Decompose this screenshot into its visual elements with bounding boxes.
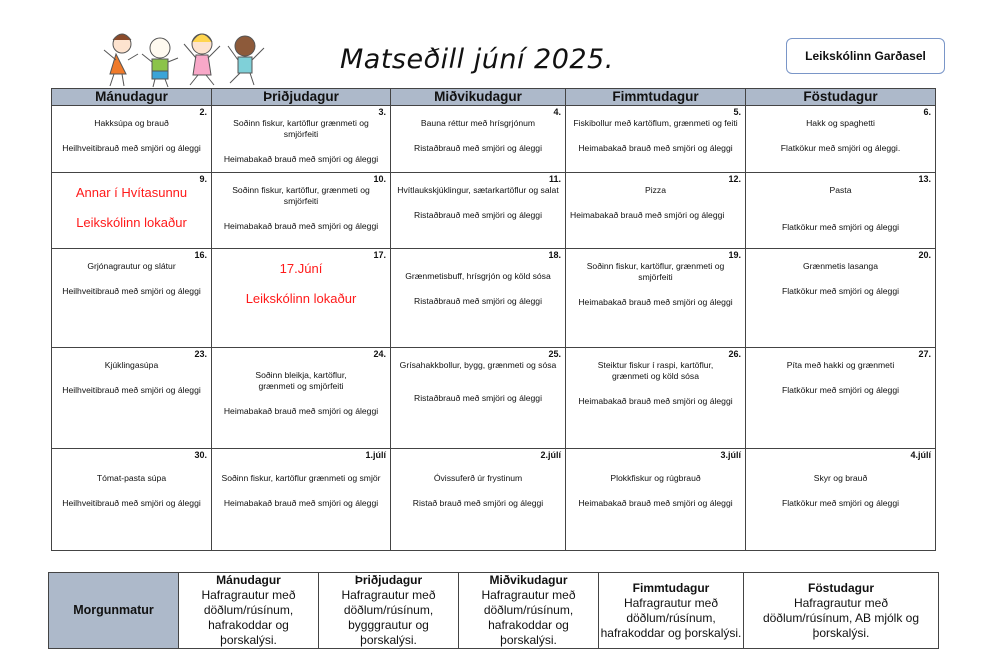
breakfast-cell [744, 573, 939, 649]
breakfast-line: döðlum/rúsínum, [343, 603, 434, 617]
menu-cell [52, 106, 212, 173]
bread-item: Flatkökur með smjöri og áleggi. [780, 143, 901, 153]
week-row [52, 449, 936, 551]
date-label: 23. [194, 349, 207, 359]
breakfast-line: hafrakoddar og þorskalýsi. [208, 618, 289, 647]
main-dish: Fiskibollur með kartöflum, grænmeti og feiti [573, 118, 738, 128]
main-dish: Soðinn fiskur, kartöflur, grænmeti og smjörfeiti [586, 261, 725, 282]
bread-item: Ristaðbrauð með smjöri og áleggi [413, 296, 543, 306]
main-dish: Soðinn fiskur, kartöflur grænmeti og smjörfeiti [233, 118, 369, 139]
menu-cell [746, 449, 936, 551]
bread-item: Heilhveitibrauð með smjöri og áleggi [62, 286, 201, 296]
bread-item: Heimabakað brauð með smjöri og áleggi [570, 210, 725, 220]
date-label: 24. [373, 349, 386, 359]
date-label: 18. [548, 250, 561, 260]
day-header-row [52, 89, 936, 106]
bread-item: Heimabakað brauð með smjöri og áleggi [578, 143, 733, 153]
breakfast-line: döðlum/rúsínum, [483, 603, 574, 617]
breakfast-day: Þriðjudagur [354, 573, 423, 587]
main-dish: Steiktur fiskur í raspi, kartöflur, grænmeti og köld sósa [597, 360, 714, 381]
main-dish: Píta með hakki og grænmeti [786, 360, 895, 370]
main-dish: Pasta [829, 185, 852, 195]
holiday-label: Annar í Hvítasunnu [75, 185, 188, 200]
main-dish: Plokkfiskur og rúgbrauð [610, 473, 701, 483]
menu-cell [566, 348, 746, 449]
main-dish: Pizza [644, 185, 666, 195]
date-label: 16. [194, 250, 207, 260]
week-row [52, 348, 936, 449]
menu-cell [52, 449, 212, 551]
menu-cell-closed [52, 173, 212, 249]
breakfast-line: Hafragrautur með [623, 595, 719, 610]
main-dish: Hvítlaukskjúklingur, sætarkartöflur og salat [397, 185, 559, 195]
school-name-box: Leikskólinn Garðasel [786, 38, 945, 74]
bread-item: Heimabakað brauð með smjöri og áleggi [223, 154, 379, 164]
bread-item: Flatkökur með smjöri og áleggi [781, 222, 900, 232]
date-label: 19. [728, 250, 741, 260]
breakfast-day: Föstudagur [808, 580, 874, 595]
breakfast-line: Hafragrautur með [201, 588, 296, 602]
holiday-label: 17.Júní [279, 261, 323, 276]
menu-cell [212, 348, 391, 449]
main-dish: Soðinn bleikja, kartöflur, grænmeti og smjörfeiti [255, 370, 347, 391]
menu-cell [212, 449, 391, 551]
date-label: 13. [918, 174, 931, 184]
main-dish: Grænmetis lasanga [803, 261, 878, 271]
breakfast-line: Hafragrautur með [341, 588, 436, 602]
breakfast-line: hafrakoddar og þorskalýsi. [600, 625, 742, 640]
main-dish: Skyr og brauð [813, 473, 868, 483]
menu-cell [212, 106, 391, 173]
menu-cell [212, 173, 391, 249]
date-label: 3. [378, 107, 386, 117]
menu-cell [391, 249, 566, 348]
breakfast-cell [459, 573, 599, 649]
menu-cell [746, 106, 936, 173]
menu-cell [52, 348, 212, 449]
date-label: 2.júlí [540, 450, 561, 460]
menu-cell-closed [212, 249, 391, 348]
breakfast-line: hafrakoddar og þorskalýsi. [488, 618, 569, 647]
day-header: Miðvikudagur [391, 89, 566, 106]
menu-cell [746, 249, 936, 348]
bread-item: Ristaðbrauð með smjöri og áleggi [413, 393, 543, 403]
closed-notice: Leikskólinn lokaður [245, 291, 357, 306]
menu-cell [52, 249, 212, 348]
menu-cell [566, 249, 746, 348]
breakfast-row [49, 573, 939, 649]
date-label: 20. [918, 250, 931, 260]
breakfast-day: Miðvikudagur [489, 573, 568, 587]
bread-item: Heimabakað brauð með smjöri og áleggi [223, 406, 379, 416]
bread-item: Ristað brauð með smjöri og áleggi [412, 498, 544, 508]
breakfast-line: Hafragrautur með [793, 595, 889, 610]
date-label: 10. [373, 174, 386, 184]
bread-item: Heimabakað brauð með smjöri og áleggi [223, 221, 379, 231]
bread-item: Heilhveitibrauð með smjöri og áleggi [62, 385, 201, 395]
bread-item: Heimabakað brauð með smjöri og áleggi [578, 498, 733, 508]
date-label: 3.júlí [720, 450, 741, 460]
breakfast-line: döðlum/rúsínum, [203, 603, 294, 617]
date-label: 9. [199, 174, 207, 184]
bread-item: Heimabakað brauð með smjöri og áleggi [223, 498, 379, 508]
menu-cell [746, 173, 936, 249]
date-label: 1.júlí [365, 450, 386, 460]
main-dish: Grísahakkbollur, bygg, grænmeti og sósa [399, 360, 557, 370]
date-label: 4.júlí [910, 450, 931, 460]
date-label: 4. [553, 107, 561, 117]
breakfast-day: Fimmtudagur [632, 580, 710, 595]
breakfast-line: döðlum/rúsínum, [626, 610, 716, 625]
day-header: Föstudagur [746, 89, 936, 106]
breakfast-line: döðlum/rúsínum, AB mjólk og [762, 610, 920, 625]
breakfast-line: bygggrautur og þorskalýsi. [348, 618, 429, 647]
date-label: 12. [728, 174, 741, 184]
week-row [52, 249, 936, 348]
day-header: Þriðjudagur [212, 89, 391, 106]
menu-cell [391, 106, 566, 173]
breakfast-cell [319, 573, 459, 649]
breakfast-line: Hafragrautur með [481, 588, 576, 602]
main-dish: Grænmetisbuff, hrísgrjón og köld sósa [405, 271, 551, 281]
date-label: 11. [548, 174, 561, 184]
bread-item: Heilhveitibrauð með smjöri og áleggi [62, 498, 201, 508]
menu-cell [566, 449, 746, 551]
bread-item: Ristaðbrauð með smjöri og áleggi [413, 143, 543, 153]
bread-item: Heimabakað brauð með smjöri og áleggi [578, 396, 733, 406]
breakfast-line: þorskalýsi. [812, 625, 870, 640]
day-header: Mánudagur [52, 89, 212, 106]
main-dish: Grjónagrautur og slátur [87, 261, 176, 271]
menu-cell [391, 348, 566, 449]
bread-item: Flatkökur með smjöri og áleggi [781, 498, 900, 508]
date-label: 6. [923, 107, 931, 117]
closed-notice: Leikskólinn lokaður [76, 215, 187, 230]
bread-item: Flatkökur með smjöri og áleggi [781, 286, 900, 296]
main-dish: Soðinn fiskur, kartöflur grænmeti og smjör [221, 473, 381, 483]
breakfast-cell [599, 573, 744, 649]
day-header: Fimmtudagur [566, 89, 746, 106]
main-dish: Kjúklingasúpa [104, 360, 159, 370]
date-label: 27. [918, 349, 931, 359]
date-label: 25. [548, 349, 561, 359]
breakfast-table [48, 572, 939, 649]
main-dish: Tómat-pasta súpa [96, 473, 167, 483]
date-label: 26. [728, 349, 741, 359]
main-dish: Soðinn fiskur, kartöflur, grænmeti og smjörfeiti [232, 185, 370, 206]
date-label: 2. [199, 107, 207, 117]
bread-item: Ristaðbrauð með smjöri og áleggi [413, 210, 543, 220]
main-dish: Bauna réttur með hrísgrjónum [420, 118, 536, 128]
bread-item: Flatkökur með smjöri og áleggi [781, 385, 900, 395]
menu-cell [566, 173, 746, 249]
lunch-menu-table [51, 88, 936, 551]
week-row [52, 106, 936, 173]
main-dish: Hakk og spaghetti [806, 118, 875, 128]
main-dish: Óvissuferð úr frystinum [433, 473, 523, 483]
date-label: 17. [373, 250, 386, 260]
menu-cell [566, 106, 746, 173]
date-label: 5. [733, 107, 741, 117]
menu-cell [746, 348, 936, 449]
menu-cell [391, 173, 566, 249]
week-row [52, 173, 936, 249]
breakfast-cell [179, 573, 319, 649]
page-title: Matseðill júní 2025. [340, 44, 614, 75]
main-dish: Hakksúpa og brauð [94, 118, 169, 128]
date-label: 30. [194, 450, 207, 460]
dancing-kids-illustration [100, 30, 280, 90]
menu-cell [391, 449, 566, 551]
breakfast-day: Mánudagur [216, 573, 281, 587]
bread-item: Heilhveitibrauð með smjöri og áleggi [62, 143, 201, 153]
breakfast-label: Morgunmatur [49, 573, 179, 649]
bread-item: Heimabakað brauð með smjöri og áleggi [578, 297, 733, 307]
